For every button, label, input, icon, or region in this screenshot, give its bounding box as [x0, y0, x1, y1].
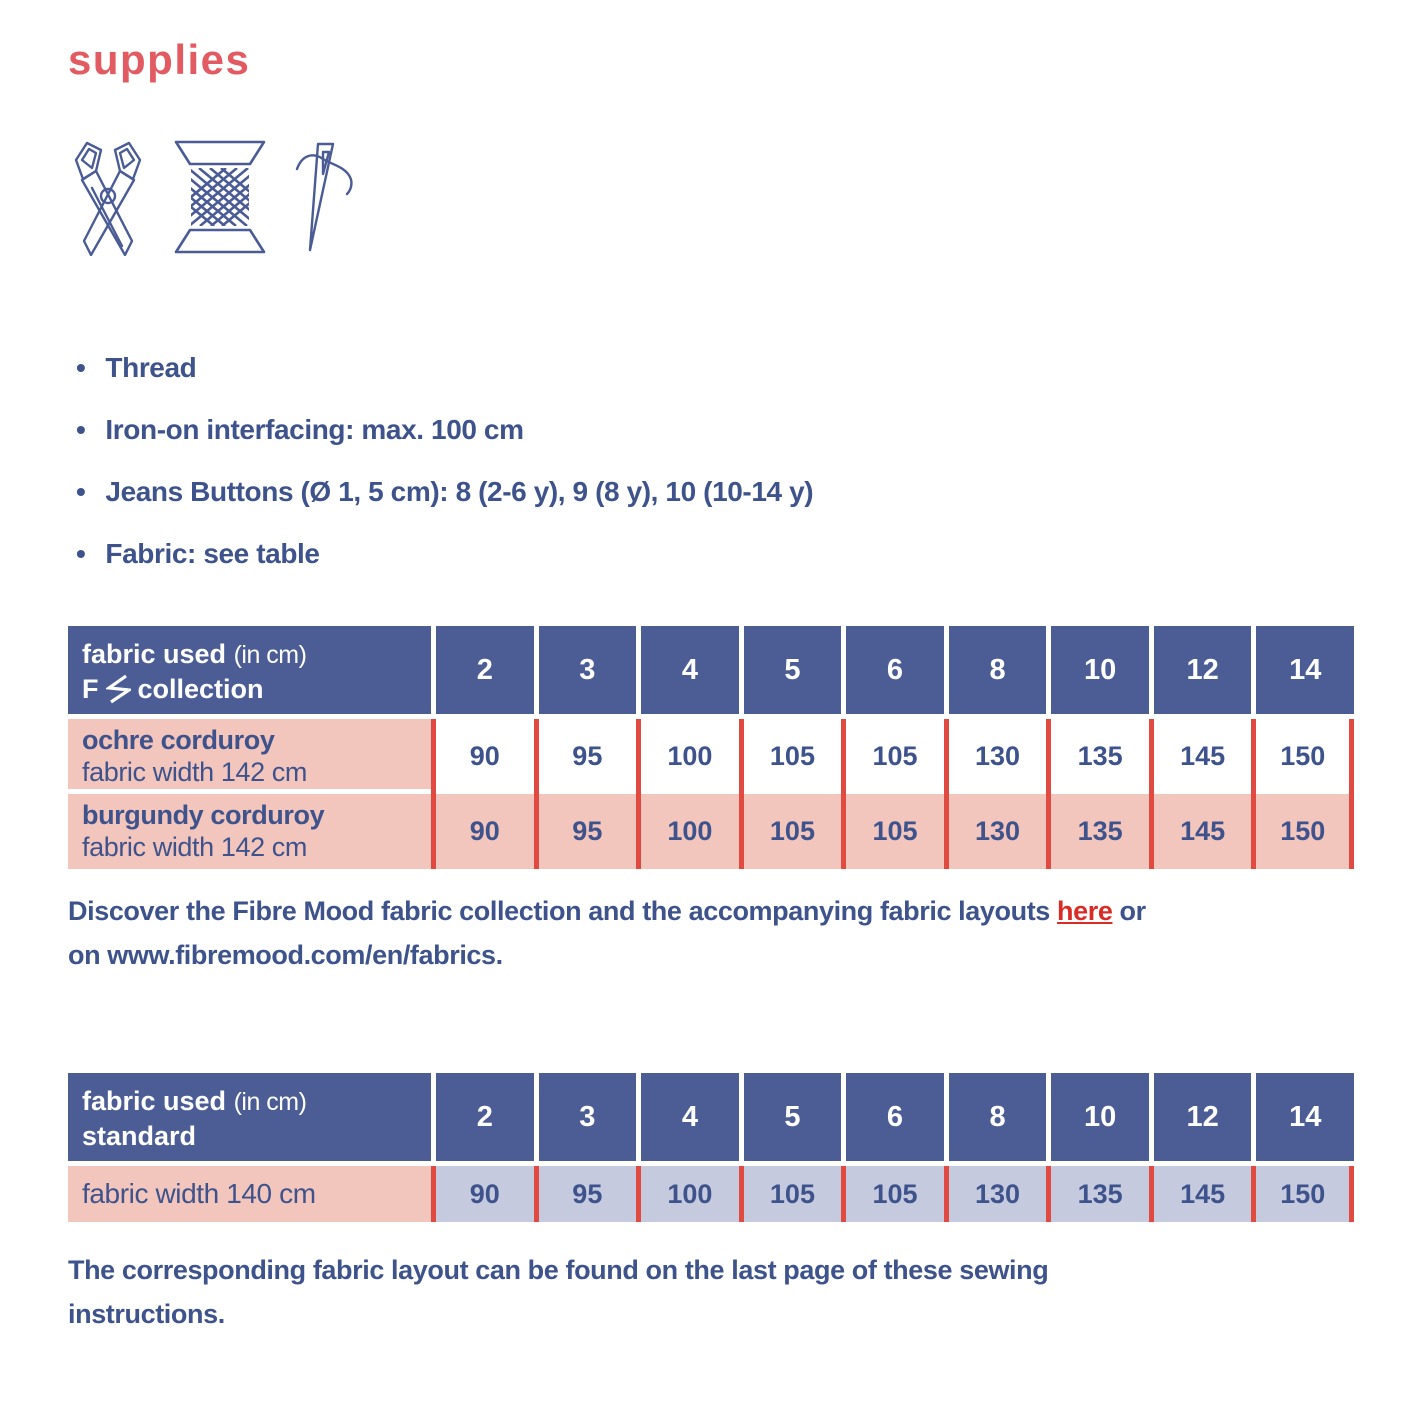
standard-note: [68, 1248, 1360, 1336]
fabric-width: fabric width 142 cm: [82, 832, 307, 862]
fabric-amount: 130: [944, 719, 1047, 794]
fabric-amount: 90: [431, 794, 534, 869]
fm-lightning-icon: [106, 674, 131, 704]
table-subtitle: [82, 673, 431, 705]
fabric-amount: 105: [841, 1166, 944, 1222]
fabric-amount: 95: [534, 794, 637, 869]
size-col-header: 3: [534, 1073, 637, 1161]
note-text: The corresponding fabric layout can be found on the last page of these sewing: [68, 1255, 1049, 1285]
fabric-amount: 145: [1149, 719, 1252, 794]
fabric-amount: 100: [636, 719, 739, 794]
fabric-amount: 135: [1046, 794, 1149, 869]
table-title: [82, 1085, 431, 1118]
fabric-amount: 105: [841, 794, 944, 869]
supply-item-label: • Fabric: see table: [105, 538, 320, 569]
fabric-amount: 90: [431, 1166, 534, 1222]
size-col-header: 12: [1149, 626, 1252, 714]
fabric-amount: 135: [1046, 719, 1149, 794]
table-row-standard-width: [68, 1166, 1354, 1222]
page-title: supplies: [68, 36, 251, 83]
fabric-amount: 105: [841, 719, 944, 794]
fabric-table-collection: [68, 626, 1354, 869]
supply-item-label: • Thread: [105, 352, 197, 383]
size-col-header: 3: [534, 626, 637, 714]
fabric-amount: 130: [944, 794, 1047, 869]
fabric-amount: 135: [1046, 1166, 1149, 1222]
table-subtitle-label: collection: [137, 674, 264, 704]
size-col-header: 4: [636, 1073, 739, 1161]
table-subtitle-label: standard: [82, 1121, 197, 1151]
fabric-width: fabric width 142 cm: [82, 757, 307, 787]
row-label: [68, 794, 431, 869]
fabric-amount: 95: [534, 1166, 637, 1222]
size-col-header: 14: [1251, 1073, 1354, 1161]
thread-spool-icon: [174, 138, 266, 256]
supply-item-fabric: [68, 538, 1360, 570]
fabric-amount: 95: [534, 719, 637, 794]
size-col-header: 2: [431, 1073, 534, 1161]
fabric-amount: 105: [739, 794, 842, 869]
note-text: Discover the Fibre Mood fabric collection and the accompanying fabric layouts: [68, 896, 1058, 926]
fabric-amount: 145: [1149, 1166, 1252, 1222]
fabric-name: burgundy corduroy: [82, 800, 325, 830]
table-row-ochre-corduroy: [68, 719, 1354, 794]
note-url-text: on www.fibremood.com/en/fabrics.: [68, 940, 503, 970]
size-col-header: 10: [1046, 1073, 1149, 1161]
fabric-amount: 145: [1149, 794, 1252, 869]
fabric-amount: 100: [636, 794, 739, 869]
standard-table-header-label: [68, 1073, 431, 1161]
needle-icon: [294, 138, 358, 256]
fabric-name: ochre corduroy: [82, 725, 275, 755]
supply-item-buttons: [68, 476, 1360, 508]
note-text: instructions.: [68, 1299, 225, 1329]
size-col-header: 5: [739, 1073, 842, 1161]
supply-item-interfacing: [68, 414, 1360, 446]
fabric-amount: 150: [1251, 719, 1354, 794]
here-link[interactable]: here: [1057, 896, 1113, 926]
size-col-header: 6: [841, 1073, 944, 1161]
size-col-header: 2: [431, 626, 534, 714]
size-col-header: 10: [1046, 626, 1149, 714]
scissors-icon: [70, 138, 146, 256]
fabric-amount: 105: [739, 1166, 842, 1222]
size-col-header: 4: [636, 626, 739, 714]
fabric-amount: 130: [944, 1166, 1047, 1222]
table-title: [82, 638, 431, 671]
collection-note: [68, 889, 1360, 977]
collection-table-header-label: [68, 626, 431, 714]
size-col-header: 5: [739, 626, 842, 714]
table-title-bold: fabric used: [82, 1086, 227, 1116]
size-col-header: 6: [841, 626, 944, 714]
supply-item-label: • Iron-on interfacing: max. 100 cm: [105, 414, 524, 445]
collection-table-header-row: [68, 626, 1354, 714]
standard-table-header-row: [68, 1073, 1354, 1161]
table-title-bold: fabric used: [82, 639, 227, 669]
row-label: fabric width 140 cm: [68, 1166, 431, 1222]
fabric-table-standard: [68, 1073, 1354, 1222]
note-text: or: [1112, 896, 1146, 926]
table-subtitle: [82, 1120, 431, 1152]
supplies-icons: [70, 138, 1360, 256]
fabric-amount: 150: [1251, 794, 1354, 869]
fabric-amount: 150: [1251, 1166, 1354, 1222]
size-col-header: 12: [1149, 1073, 1252, 1161]
table-title-note: (in cm): [233, 641, 307, 669]
size-col-header: 8: [944, 626, 1047, 714]
supply-item-thread: [68, 352, 1360, 384]
supply-item-label: • Jeans Buttons (Ø 1, 5 cm): 8 (2-6 y), 9 (8 y), 10 (10-14 y): [105, 476, 814, 507]
fabric-amount: 90: [431, 719, 534, 794]
size-col-header: 14: [1251, 626, 1354, 714]
table-row-burgundy-corduroy: [68, 794, 1354, 869]
row-label: [68, 719, 431, 794]
supply-list: [68, 352, 1360, 570]
size-col-header: 8: [944, 1073, 1047, 1161]
fabric-amount: 100: [636, 1166, 739, 1222]
fabric-amount: 105: [739, 719, 842, 794]
table-title-note: (in cm): [233, 1088, 307, 1116]
fibre-mood-f: F: [82, 674, 99, 704]
